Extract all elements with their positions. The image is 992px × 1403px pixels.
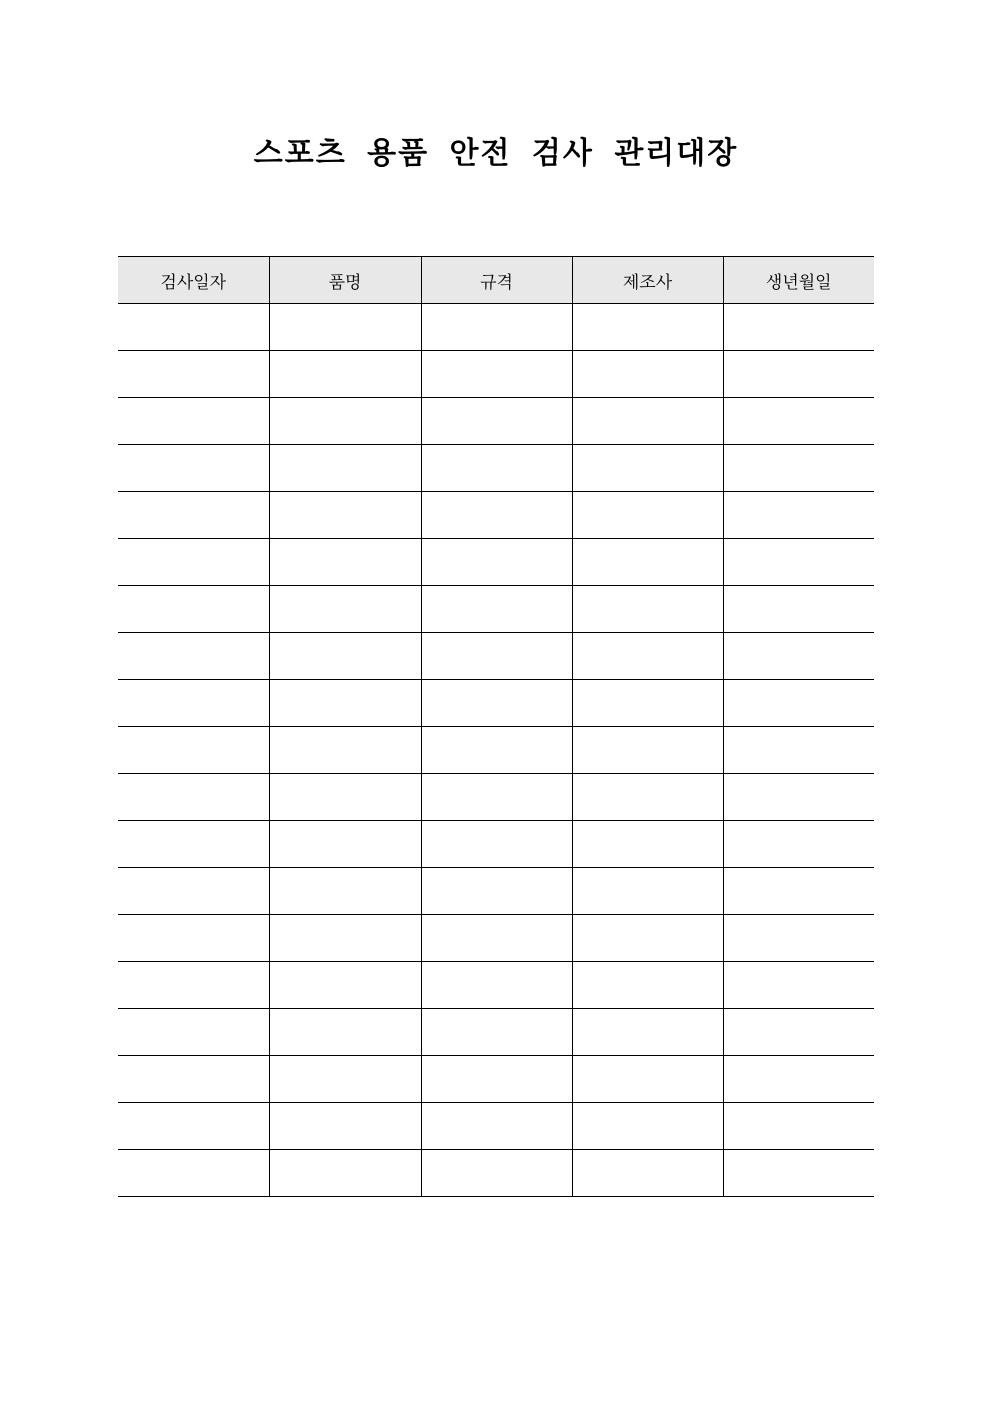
- cell-specification[interactable]: [421, 680, 572, 727]
- table-body: [118, 304, 874, 1197]
- table-row: [118, 1009, 874, 1056]
- cell-specification[interactable]: [421, 304, 572, 351]
- cell-birth-date[interactable]: [723, 962, 874, 1009]
- cell-manufacturer[interactable]: [572, 1056, 723, 1103]
- cell-inspection-date[interactable]: [118, 915, 269, 962]
- cell-birth-date[interactable]: [723, 915, 874, 962]
- cell-birth-date[interactable]: [723, 1009, 874, 1056]
- cell-inspection-date[interactable]: [118, 304, 269, 351]
- cell-specification[interactable]: [421, 492, 572, 539]
- cell-manufacturer[interactable]: [572, 586, 723, 633]
- cell-birth-date[interactable]: [723, 821, 874, 868]
- cell-item-name[interactable]: [269, 304, 421, 351]
- cell-inspection-date[interactable]: [118, 633, 269, 680]
- cell-specification[interactable]: [421, 915, 572, 962]
- cell-specification[interactable]: [421, 1150, 572, 1197]
- cell-manufacturer[interactable]: [572, 962, 723, 1009]
- cell-birth-date[interactable]: [723, 680, 874, 727]
- cell-specification[interactable]: [421, 586, 572, 633]
- cell-item-name[interactable]: [269, 586, 421, 633]
- cell-specification[interactable]: [421, 727, 572, 774]
- table-row: [118, 492, 874, 539]
- table-row: [118, 1150, 874, 1197]
- cell-manufacturer[interactable]: [572, 633, 723, 680]
- cell-item-name[interactable]: [269, 868, 421, 915]
- table-row: [118, 586, 874, 633]
- cell-item-name[interactable]: [269, 351, 421, 398]
- cell-birth-date[interactable]: [723, 586, 874, 633]
- cell-manufacturer[interactable]: [572, 727, 723, 774]
- cell-inspection-date[interactable]: [118, 445, 269, 492]
- table-row: [118, 633, 874, 680]
- cell-item-name[interactable]: [269, 492, 421, 539]
- cell-item-name[interactable]: [269, 1009, 421, 1056]
- cell-inspection-date[interactable]: [118, 680, 269, 727]
- cell-manufacturer[interactable]: [572, 492, 723, 539]
- cell-item-name[interactable]: [269, 727, 421, 774]
- page-title: 스포츠 용품 안전 검사 관리대장: [253, 136, 739, 171]
- cell-manufacturer[interactable]: [572, 445, 723, 492]
- cell-specification[interactable]: [421, 868, 572, 915]
- cell-specification[interactable]: [421, 633, 572, 680]
- cell-birth-date[interactable]: [723, 492, 874, 539]
- cell-item-name[interactable]: [269, 1056, 421, 1103]
- cell-specification[interactable]: [421, 351, 572, 398]
- cell-inspection-date[interactable]: [118, 586, 269, 633]
- cell-birth-date[interactable]: [723, 304, 874, 351]
- cell-manufacturer[interactable]: [572, 1150, 723, 1197]
- cell-birth-date[interactable]: [723, 1150, 874, 1197]
- table-row: [118, 962, 874, 1009]
- header-inspection-date: 검사일자: [118, 257, 269, 304]
- cell-item-name[interactable]: [269, 680, 421, 727]
- cell-inspection-date[interactable]: [118, 821, 269, 868]
- cell-inspection-date[interactable]: [118, 868, 269, 915]
- cell-manufacturer[interactable]: [572, 539, 723, 586]
- cell-item-name[interactable]: [269, 962, 421, 1009]
- cell-manufacturer[interactable]: [572, 351, 723, 398]
- header-manufacturer: 제조사: [572, 257, 723, 304]
- inspection-register-table: [118, 256, 874, 1197]
- cell-manufacturer[interactable]: [572, 1103, 723, 1150]
- cell-item-name[interactable]: [269, 633, 421, 680]
- cell-specification[interactable]: [421, 821, 572, 868]
- table-row: [118, 821, 874, 868]
- cell-item-name[interactable]: [269, 539, 421, 586]
- table-row: [118, 539, 874, 586]
- cell-specification[interactable]: [421, 539, 572, 586]
- cell-birth-date[interactable]: [723, 633, 874, 680]
- cell-specification[interactable]: [421, 398, 572, 445]
- table-row: [118, 445, 874, 492]
- table-row: [118, 351, 874, 398]
- cell-specification[interactable]: [421, 774, 572, 821]
- table-row: [118, 1056, 874, 1103]
- table-row: [118, 1103, 874, 1150]
- cell-manufacturer[interactable]: [572, 868, 723, 915]
- header-row: [118, 257, 874, 304]
- cell-inspection-date[interactable]: [118, 1103, 269, 1150]
- cell-item-name[interactable]: [269, 398, 421, 445]
- cell-specification[interactable]: [421, 962, 572, 1009]
- cell-birth-date[interactable]: [723, 774, 874, 821]
- cell-item-name[interactable]: [269, 915, 421, 962]
- cell-birth-date[interactable]: [723, 1103, 874, 1150]
- table-row: [118, 304, 874, 351]
- cell-birth-date[interactable]: [723, 1056, 874, 1103]
- cell-inspection-date[interactable]: [118, 398, 269, 445]
- table-row: [118, 680, 874, 727]
- cell-item-name[interactable]: [269, 1150, 421, 1197]
- table-row: [118, 727, 874, 774]
- cell-birth-date[interactable]: [723, 727, 874, 774]
- table-header: [118, 257, 874, 304]
- cell-inspection-date[interactable]: [118, 1150, 269, 1197]
- cell-manufacturer[interactable]: [572, 680, 723, 727]
- cell-inspection-date[interactable]: [118, 351, 269, 398]
- cell-item-name[interactable]: [269, 1103, 421, 1150]
- cell-inspection-date[interactable]: [118, 1009, 269, 1056]
- cell-inspection-date[interactable]: [118, 774, 269, 821]
- cell-manufacturer[interactable]: [572, 774, 723, 821]
- cell-item-name[interactable]: [269, 774, 421, 821]
- header-birth-date: 생년월일: [723, 257, 874, 304]
- cell-inspection-date[interactable]: [118, 962, 269, 1009]
- cell-birth-date[interactable]: [723, 398, 874, 445]
- cell-item-name[interactable]: [269, 821, 421, 868]
- cell-item-name[interactable]: [269, 445, 421, 492]
- cell-specification[interactable]: [421, 1009, 572, 1056]
- cell-specification[interactable]: [421, 445, 572, 492]
- cell-specification[interactable]: [421, 1103, 572, 1150]
- cell-inspection-date[interactable]: [118, 727, 269, 774]
- table-row: [118, 774, 874, 821]
- cell-specification[interactable]: [421, 1056, 572, 1103]
- cell-manufacturer[interactable]: [572, 915, 723, 962]
- header-item-name: 품명: [269, 257, 421, 304]
- cell-manufacturer[interactable]: [572, 304, 723, 351]
- cell-manufacturer[interactable]: [572, 1009, 723, 1056]
- cell-inspection-date[interactable]: [118, 1056, 269, 1103]
- table-row: [118, 868, 874, 915]
- header-specification: 규격: [421, 257, 572, 304]
- cell-manufacturer[interactable]: [572, 398, 723, 445]
- cell-birth-date[interactable]: [723, 445, 874, 492]
- cell-birth-date[interactable]: [723, 539, 874, 586]
- cell-birth-date[interactable]: [723, 868, 874, 915]
- cell-inspection-date[interactable]: [118, 539, 269, 586]
- cell-manufacturer[interactable]: [572, 821, 723, 868]
- table-row: [118, 398, 874, 445]
- cell-birth-date[interactable]: [723, 351, 874, 398]
- cell-inspection-date[interactable]: [118, 492, 269, 539]
- table-row: [118, 915, 874, 962]
